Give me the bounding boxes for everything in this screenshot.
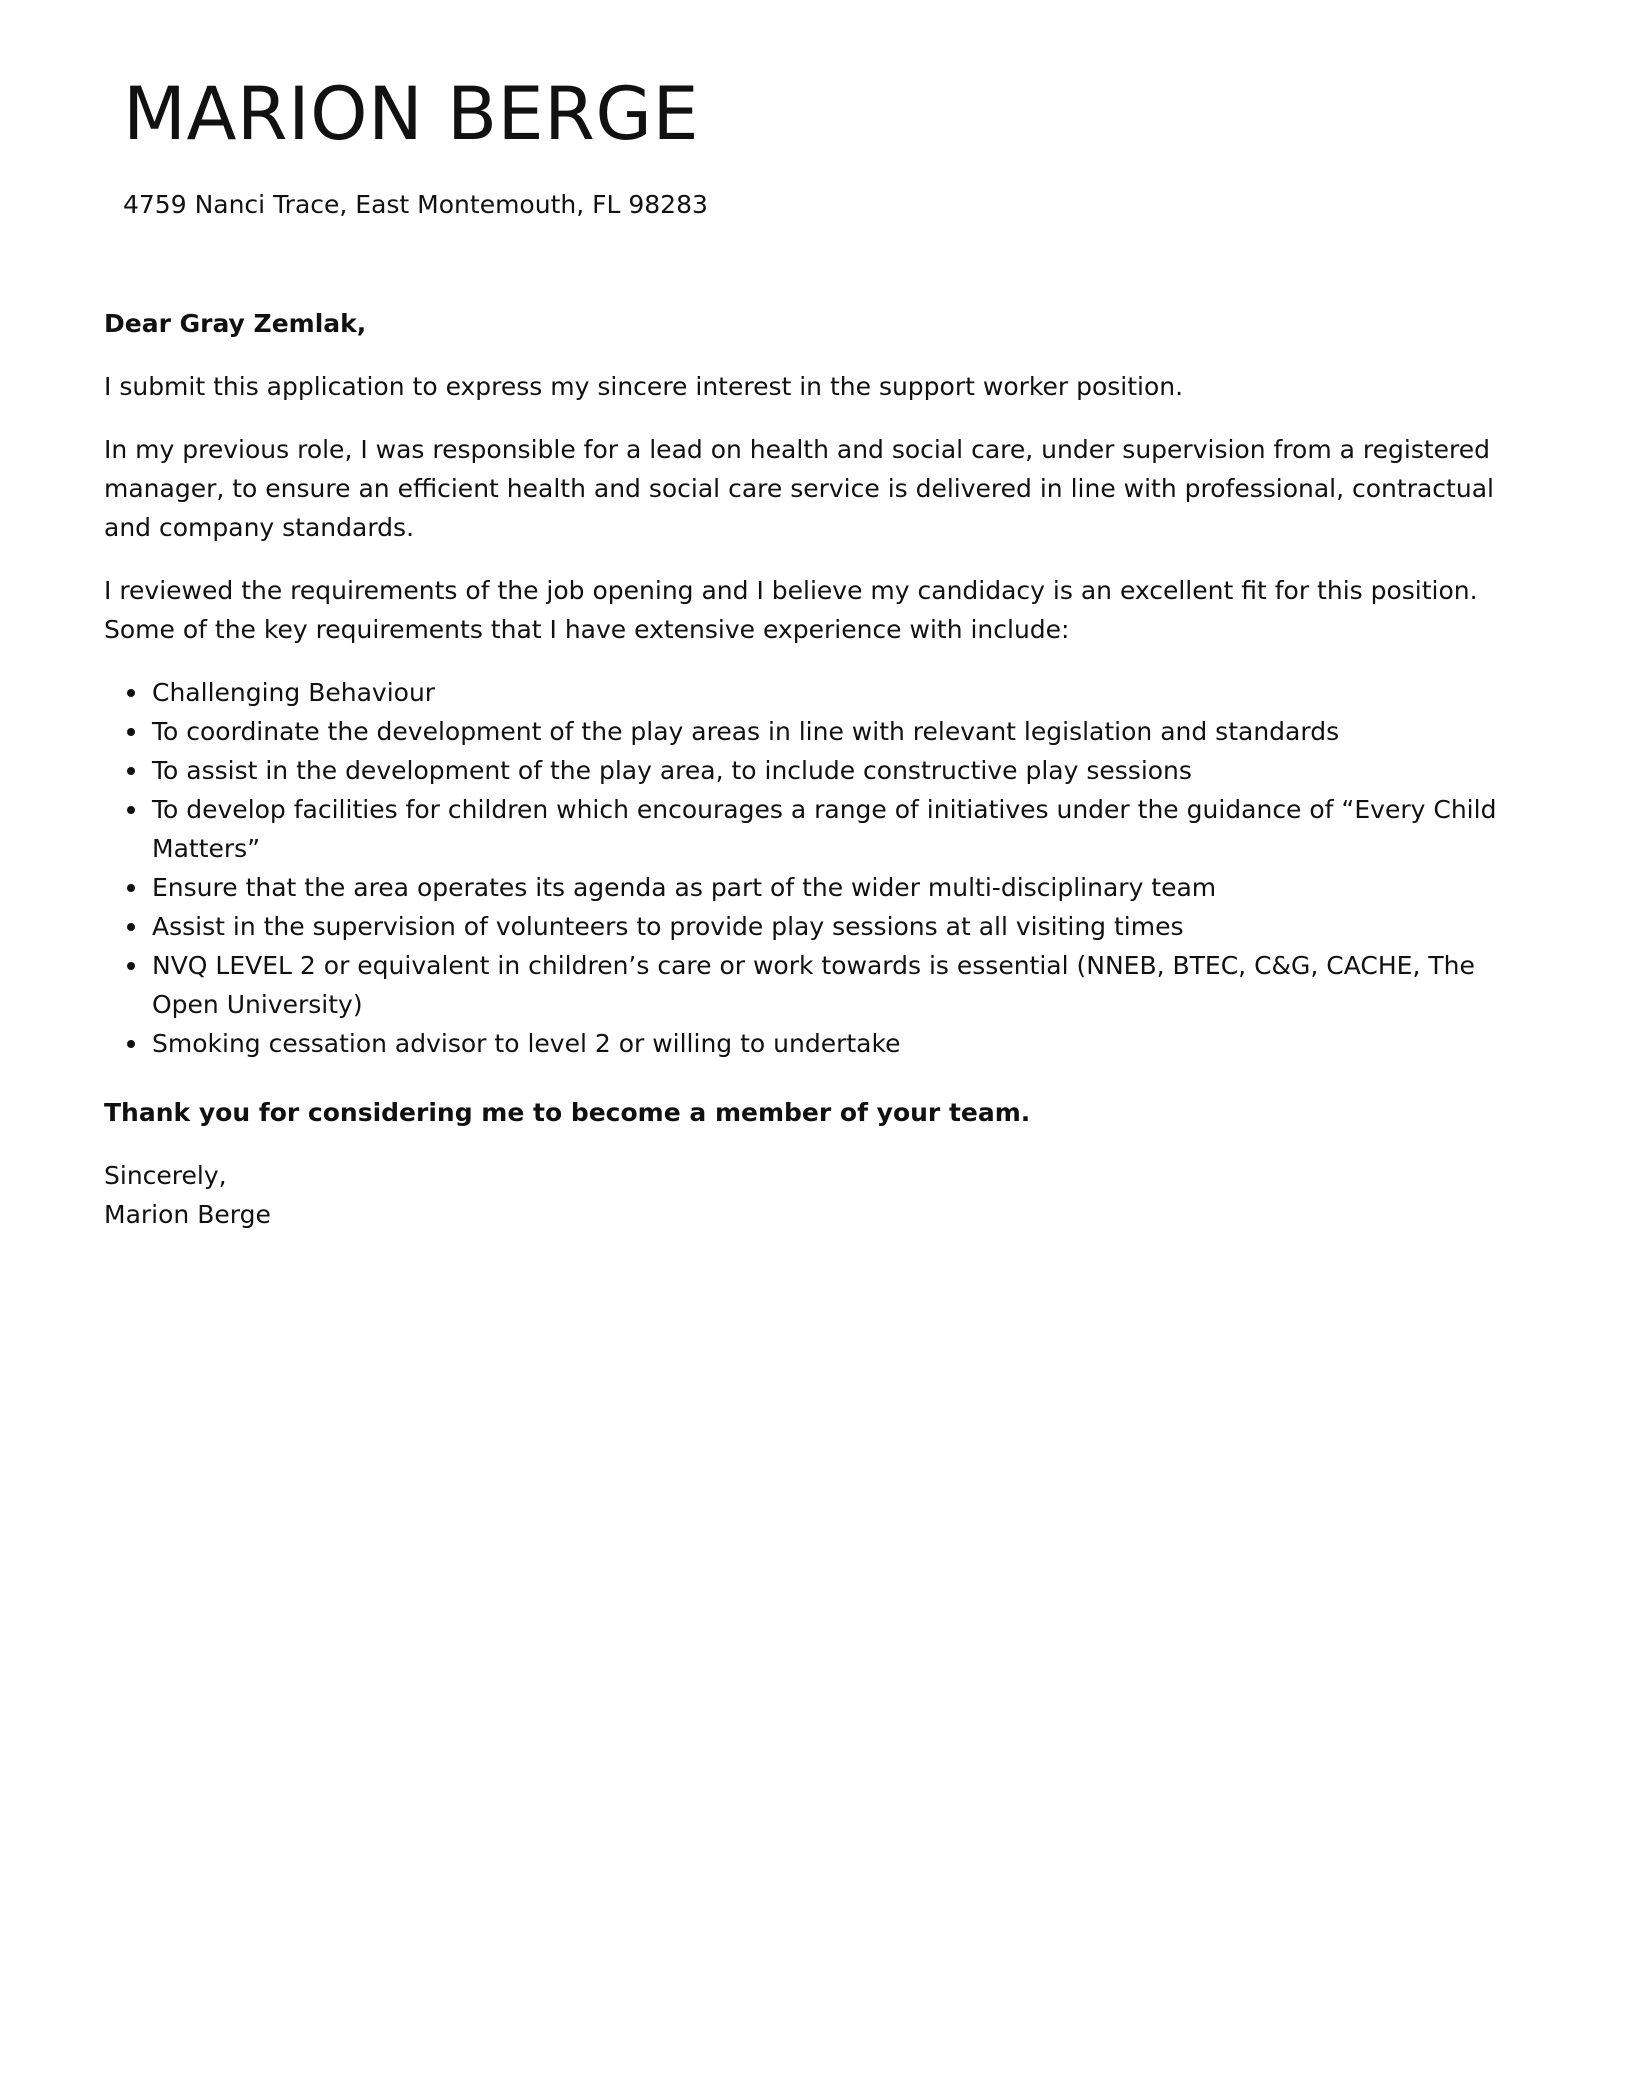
list-item — [152, 712, 1544, 751]
experience-paragraph: In my previous role, I was responsible for a lead on health and social care, under supervision from a registered manager, to ensure an efficient health and social care service is delivered in line with professional, contractual and company standards. — [104, 435, 1494, 542]
bullet-icon — [127, 806, 135, 814]
bullet-icon — [127, 767, 135, 775]
bullet-icon — [127, 689, 135, 697]
list-item-text: NVQ LEVEL 2 or equivalent in children’s care or work towards is essential (NNEB, BTEC, C&G, CACHE, The Open University) — [152, 951, 1475, 1019]
requirements-paragraph: I reviewed the requirements of the job opening and I believe my candidacy is an excellent fit for this position. Some of the key requirements that I have extensive experience with include: — [104, 576, 1478, 644]
applicant-address: 4759 Nanci Trace, East Montemouth, FL 98283 — [123, 190, 708, 219]
list-item-text: Smoking cessation advisor to level 2 or willing to undertake — [152, 1029, 901, 1058]
bullet-icon — [127, 962, 135, 970]
bullet-icon — [127, 728, 135, 736]
list-item-text: To assist in the development of the play area, to include constructive play sessions — [152, 756, 1192, 785]
list-item — [152, 790, 1544, 868]
list-item — [152, 907, 1544, 946]
list-item — [152, 1024, 1544, 1063]
signoff: Sincerely, — [104, 1161, 227, 1190]
list-item — [152, 751, 1544, 790]
signoff-block — [104, 1156, 1544, 1234]
applicant-name: MARION BERGE — [123, 72, 700, 157]
intro-paragraph: I submit this application to express my sincere interest in the support worker position. — [104, 372, 1184, 401]
list-item-text: To develop facilities for children which encourages a range of initiatives under the guidance of “Every Child Matters” — [152, 795, 1497, 863]
bullet-icon — [127, 1040, 135, 1048]
closing-statement: Thank you for considering me to become a member of your team. — [104, 1098, 1031, 1127]
bullet-icon — [127, 923, 135, 931]
list-item — [152, 868, 1544, 907]
list-item — [152, 946, 1544, 1024]
letter-body — [104, 304, 1544, 1234]
signature-name: Marion Berge — [104, 1200, 271, 1229]
list-item — [152, 673, 1544, 712]
letter-header — [123, 70, 1503, 222]
requirements-list — [104, 673, 1544, 1063]
list-item-text: To coordinate the development of the play areas in line with relevant legislation and standards — [152, 717, 1340, 746]
list-item-text: Ensure that the area operates its agenda as part of the wider multi-disciplinary team — [152, 873, 1217, 902]
list-item-text: Challenging Behaviour — [152, 678, 436, 707]
salutation: Dear Gray Zemlak, — [104, 309, 367, 338]
list-item-text: Assist in the supervision of volunteers to provide play sessions at all visiting times — [152, 912, 1184, 941]
bullet-icon — [127, 884, 135, 892]
